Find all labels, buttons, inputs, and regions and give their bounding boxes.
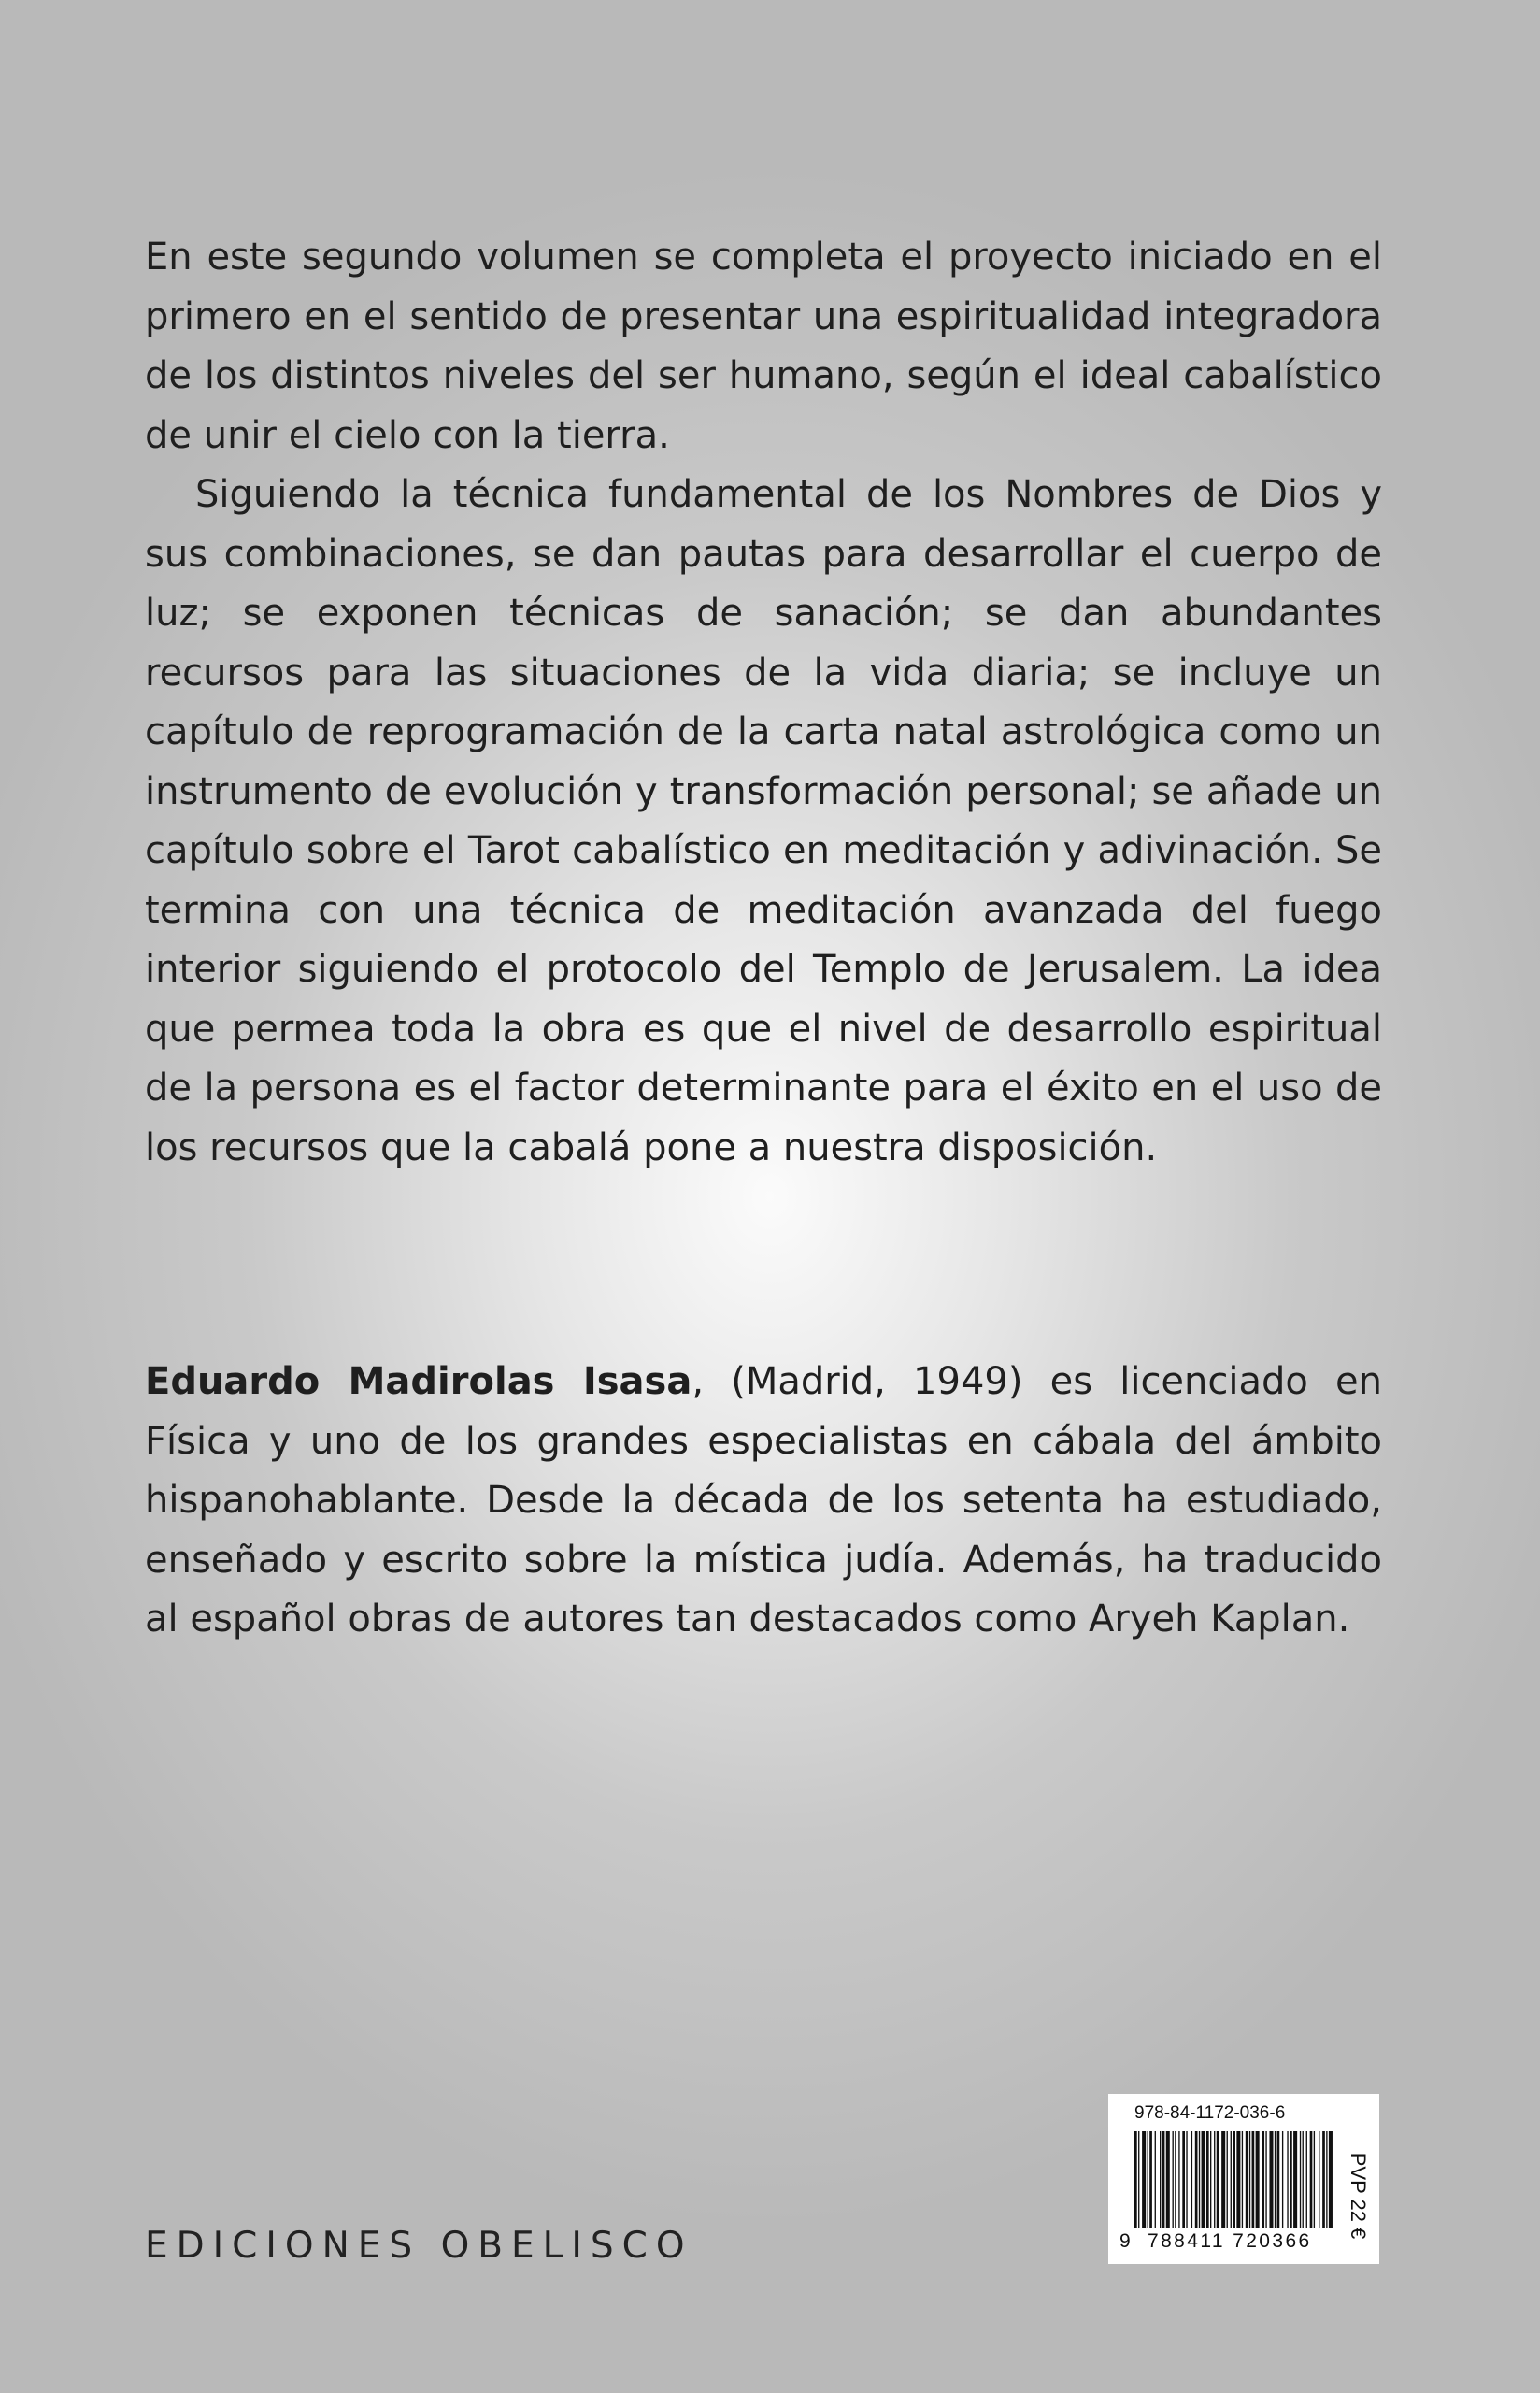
author-bio: [145, 1353, 1382, 1650]
synopsis-paragraph-2: Siguiendo la técnica fundamental de los Nombres de Dios y sus combinaciones, se dan pautas para desarrollar el cuerpo de luz; se exponen técnicas de sanación; se dan abundantes recursos para las situaciones de la vida diaria; se incluye un capítulo de reprogramación de la carta natal astrológica como un instrumento de evolución y transformación personal; se añade un capítulo sobre el Tarot cabalístico en meditación y adivinación. Se termina con una técnica de meditación avanzada del fuego interior siguiendo el protocolo del Templo de Jerusalem. La idea que permea toda la obra es que el nivel de desarrollo espiritual de la persona es el factor determinante para el éxito en el uso de los recursos que la cabalá pone a nuestra disposición.: [145, 473, 1382, 1169]
author-name: Eduardo Madirolas Isasa: [145, 1360, 692, 1403]
ean-first-digit: 9: [1119, 2230, 1131, 2252]
barcode-icon: [1134, 2131, 1333, 2228]
price-tag: [1339, 2144, 1376, 2247]
barcode-label: [1108, 2094, 1379, 2264]
publisher-name: EDICIONES OBELISCO: [145, 2225, 693, 2267]
synopsis-paragraph-1: En este segundo volumen se completa el proyecto iniciado en el primero en el sentido de presentar una espiritualidad integradora de los distintos niveles del ser humano, según el ideal cabalístico de unir el cielo con la tierra.: [145, 236, 1382, 457]
synopsis: [145, 228, 1382, 1178]
isbn-number: 978-84-1172-036-6: [1134, 2103, 1286, 2123]
ean-digits: 788411 720366: [1148, 2230, 1312, 2252]
author-bio-text: , (Madrid, 1949) es licenciado en Física y uno de los grandes especialistas en cábala del ámbito hispanohablante. Desde la década de los setenta ha estudiado, enseñado y escrito sobre la mística judía. Además, ha traducido al español obras de autores tan destacados como Aryeh Kaplan.: [145, 1360, 1382, 1641]
price-text: PVP 22 €: [1347, 2152, 1370, 2240]
